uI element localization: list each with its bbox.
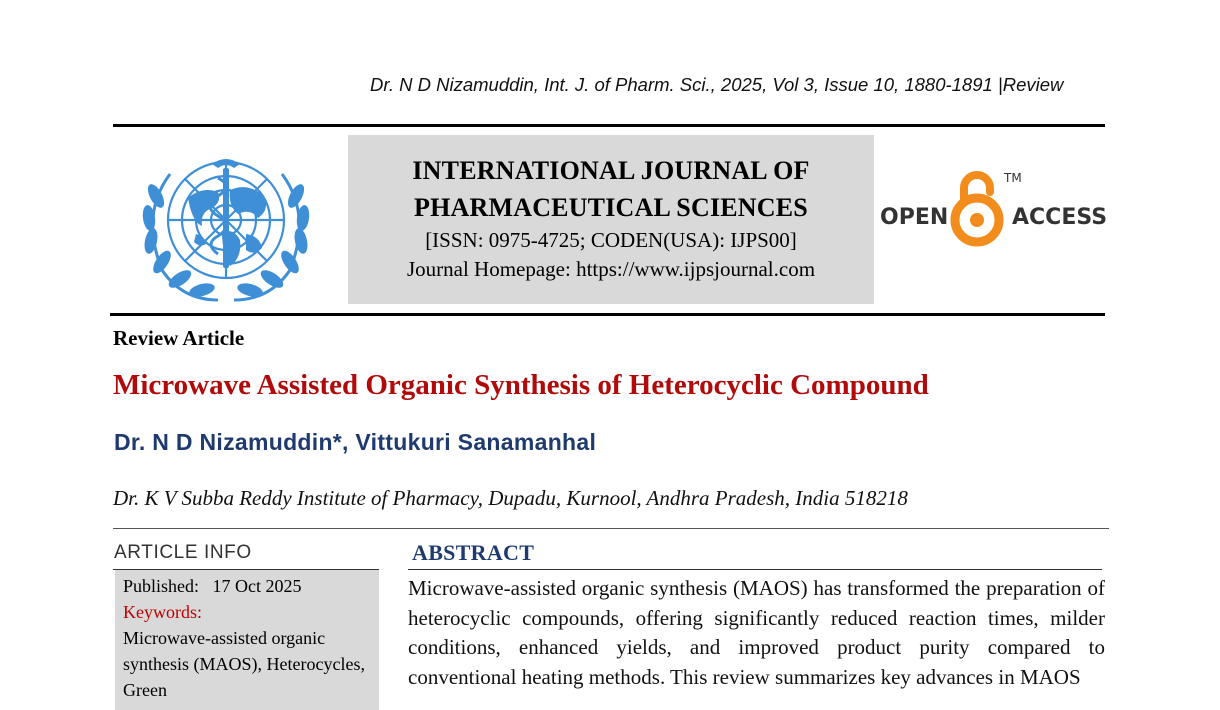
journal-issn: [ISSN: 0975-4725; CODEN(USA): IJPS00]: [425, 228, 797, 252]
article-title: Microwave Assisted Organic Synthesis of Heterocyclic Compound: [113, 369, 929, 401]
journal-emblem-icon: [126, 138, 326, 306]
open-access-right-word: ACCESS: [1012, 205, 1108, 230]
article-type: Review Article: [113, 326, 245, 350]
section-divider: [113, 528, 1109, 529]
article-authors: Dr. N D Nizamuddin*, Vittukuri Sanamanhal: [114, 429, 597, 455]
abstract-heading: ABSTRACT: [412, 540, 535, 565]
published-row: [123, 573, 371, 599]
journal-homepage: Journal Homepage: https://www.ijpsjournal.com: [406, 257, 816, 281]
keywords-label: Keywords:: [123, 602, 202, 622]
header-top-rule: [113, 124, 1105, 127]
abstract-text: Microwave-assisted organic synthesis (MAOS) has transformed the preparation of heterocyclic compounds, offering significantly reduced reaction times, milder conditions, enhanced yields, and improved product purity compared to conventional heating methods. This review summarizes key advances in MAOS: [408, 576, 1105, 689]
open-access-tm: TM: [1004, 171, 1022, 185]
header-bottom-rule: [110, 313, 1105, 316]
author-affiliation: Dr. K V Subba Reddy Institute of Pharmacy, Dupadu, Kurnool, Andhra Pradesh, India 518218: [113, 486, 908, 510]
journal-masthead: [348, 135, 874, 304]
article-info-box: [115, 570, 379, 710]
open-lock-icon: [955, 175, 999, 242]
published-date: 17 Oct 2025: [212, 576, 302, 596]
open-access-left-word: OPEN: [880, 205, 949, 230]
journal-name-line2: PHARMACEUTICAL SCIENCES: [414, 193, 808, 222]
running-head: Dr. N D Nizamuddin, Int. J. of Pharm. Sci., 2025, Vol 3, Issue 10, 1880-1891 |Review: [370, 74, 1064, 95]
keywords-text: Microwave-assisted organic synthesis (MAOS), Heterocycles, Green: [123, 628, 365, 700]
published-label: Published:: [123, 576, 200, 596]
article-info-heading: ARTICLE INFO: [114, 542, 252, 563]
journal-name-line1: INTERNATIONAL JOURNAL OF: [412, 156, 810, 185]
abstract-rule: [408, 569, 1102, 570]
open-access-logo: [880, 166, 1110, 252]
